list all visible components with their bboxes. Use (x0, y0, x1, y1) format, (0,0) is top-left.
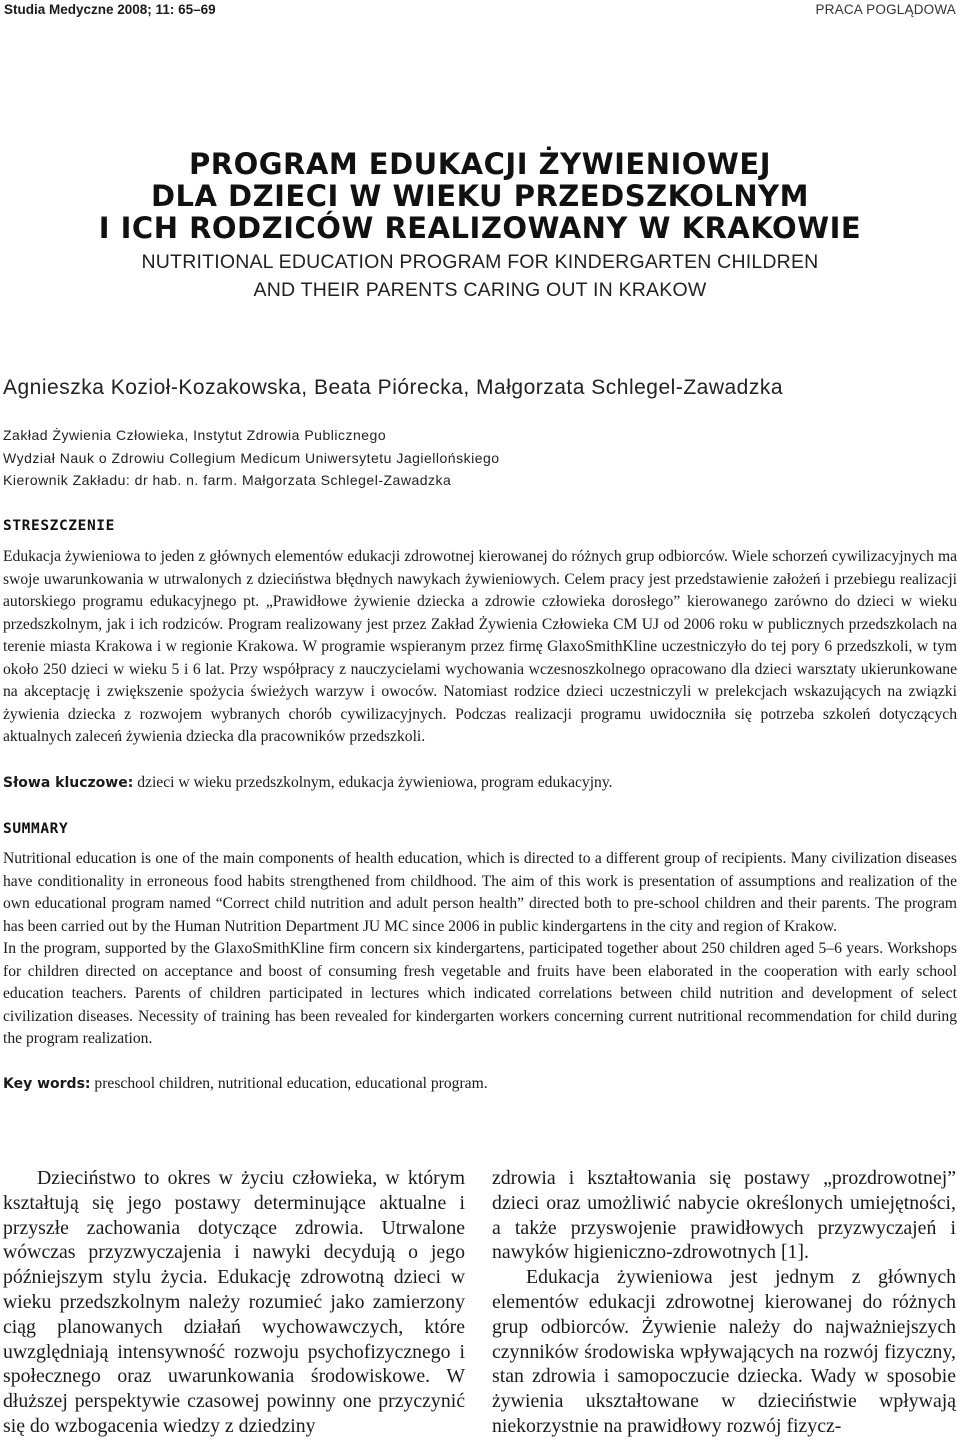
keywords-english-label: Key words: (3, 1076, 91, 1092)
title-polish-line-2: DLA DZIECI W WIEKU PRZEDSZKOLNYM (150, 179, 810, 213)
title-polish-line-1: PROGRAM EDUKACJI ŻYWIENIOWEJ (189, 147, 771, 181)
abstract-polish-text: Edukacja żywieniowa to jeden z głównych elementów edukacji zdrowotnej kierowanej do różnych grup odbiorców. Wiele schorzeń cywilizacyjnych ma swoje uwarunkowania w utrwalonych z dzieciństwa błędnych nawykach żywieniowych. Celem pracy jest przedstawienie założeń i przebiegu realizacji autorskiego programu edukacyjnego pt. „Prawidłowe żywienie dziecka a zdrowie człowieka dorosłego” kierowanego zarówno do dzieci w wieku przedszkolnym, jak i ich rodziców. Program realizowany jest przez Zakład Żywienia Człowieka CM UJ od 2006 roku w publicznych przedszkolach na terenie miasta Krakowa i w regionie Krakowa. W programie wspieranym przez firmę GlaxoSmithKline uczestniczyło do tej pory 6 przedszkoli, w tym około 250 dzieci w wieku 5 i 6 lat. Przy współpracy z nauczycielami wychowania wczesnoszkolnego opracowano dla dzieci warsztaty ukierunkowane na akceptację i zwiększenie spożycia świeżych warzyw i owoców. Natomiast rodzice dzieci uczestniczyli w prelekcjach wskazujących na związki żywienia dziecka z rozwojem wybranych chorób cywilizacyjnych. Podczas realizacji programu uwidoczniła się potrzeba szkoleń dotyczących aktualnych zaleceń żywienia dziecka dla pracowników przedszkoli. (3, 548, 957, 745)
affiliation-line: Wydział Nauk o Zdrowiu Collegium Medicum Uniwersytetu Jagiellońskiego (3, 449, 500, 466)
keywords-english-text: preschool children, nutritional education, educational program. (94, 1075, 488, 1092)
body-column-right (492, 1166, 956, 1439)
title-english-line-2: AND THEIR PARENTS CARING OUT IN KRAKOW (253, 279, 707, 301)
keywords-polish (3, 772, 957, 794)
affiliation-line: Zakład Żywienia Człowieka, Instytut Zdrowia Publicznego (3, 427, 387, 443)
journal-reference: Studia Medyczne 2008; 11: 65–69 (4, 2, 216, 17)
article-type-label: PRACA POGLĄDOWA (815, 2, 956, 17)
abstract-english-paragraph-2: In the program, supported by the GlaxoSmithKline firm concern six kindergartens, participated together about 250 children aged 5–6 years. Workshops for children directed on acceptance and boost of consuming fresh vegetable and fruits have been elaborated in the cooperation with early school education teachers. Parents of children participated in lectures which indicated correlations between child nutrition and development of select civilization diseases. Necessity of training has been revealed for kindergarten workers concerning current nutritional recommendation for child during the program realization. (3, 940, 957, 1047)
body-paragraph: Dzieciństwo to okres w życiu człowieka, w którym kształtują się jego postawy determinujące aktualne i przyszłe zachowania dotyczące zdrowia. Utrwalone wówczas przyzwyczajenia i nawyki decydują o jego późniejszym stylu życia. Edukację zdrowotną dzieci w wieku przedszkolnym należy rozumieć jako zamierzony ciąg planowanych działań wychowawczych, które uwzględniają intensywność rozwoju psychofizycznego i społecznego oraz uwarunkowania środowiskowe. W dłuższej perspektywie czasowej powinny one przyczynić się do wzbogacenia wiedzy z dziedziny (3, 1167, 465, 1437)
summary-heading: SUMMARY (3, 821, 69, 837)
affiliation-line: Kierownik Zakładu: dr hab. n. farm. Małgorzata Schlegel-Zawadzka (3, 472, 452, 488)
abstract-english (3, 848, 957, 1051)
keywords-polish-label: Słowa kluczowe: (3, 775, 134, 791)
abstract-english-paragraph-1: Nutritional education is one of the main components of health education, which is directed to a different group of recipients. Many civilization diseases have conditionality in erroneous food habits strengthened from childhood. The aim of this work is presentation of assumptions and realization of the own educational program named “Correct child nutrition and adult person health” directed both to pre-school children and their parents. The program has been carried out by the Human Nutrition Department JU MC since 2006 in public kindergartens in the city and region of Krakow. (3, 850, 957, 935)
body-paragraph: Edukacja żywieniowa jest jednym z głównych elementów edukacji zdrowotnej kierowanej do różnych grup odbiorców. Żywienie należy do najważniejszych czynników środowiska wpływających na rozwój fizyczny, stan zdrowia i samopoczucie dziecka. Wady w sposobie żywienia ukształtowane w dzieciństwie wpływają niekorzystnie na prawidłowy rozwój fizycz- (492, 1266, 956, 1437)
journal-header (4, 2, 956, 22)
streszczenie-heading: STRESZCZENIE (3, 518, 115, 534)
keywords-english (3, 1073, 957, 1095)
author-list: Agnieszka Kozioł-Kozakowska, Beata Piórecka, Małgorzata Schlegel-Zawadzka (3, 376, 784, 399)
body-column-left (3, 1166, 465, 1439)
keywords-polish-text: dzieci w wieku przedszkolnym, edukacja żywieniowa, program edukacyjny. (137, 774, 613, 791)
abstract-polish (3, 546, 957, 749)
title-polish-line-3: I ICH RODZICÓW REALIZOWANY W KRAKOWIE (98, 211, 862, 245)
title-block (0, 148, 960, 303)
body-paragraph-continuation: zdrowia i kształtowania się postawy „prozdrowotnej” dzieci oraz umożliwić nabycie określonych umiejętności, a także przyswojenie prawidłowych przyzwyczajeń i nawyków higieniczno-zdrowotnych [1]. (492, 1167, 956, 1264)
affiliation-block (3, 424, 953, 492)
title-english-line-1: NUTRITIONAL EDUCATION PROGRAM FOR KINDERGARTEN CHILDREN (141, 251, 819, 273)
